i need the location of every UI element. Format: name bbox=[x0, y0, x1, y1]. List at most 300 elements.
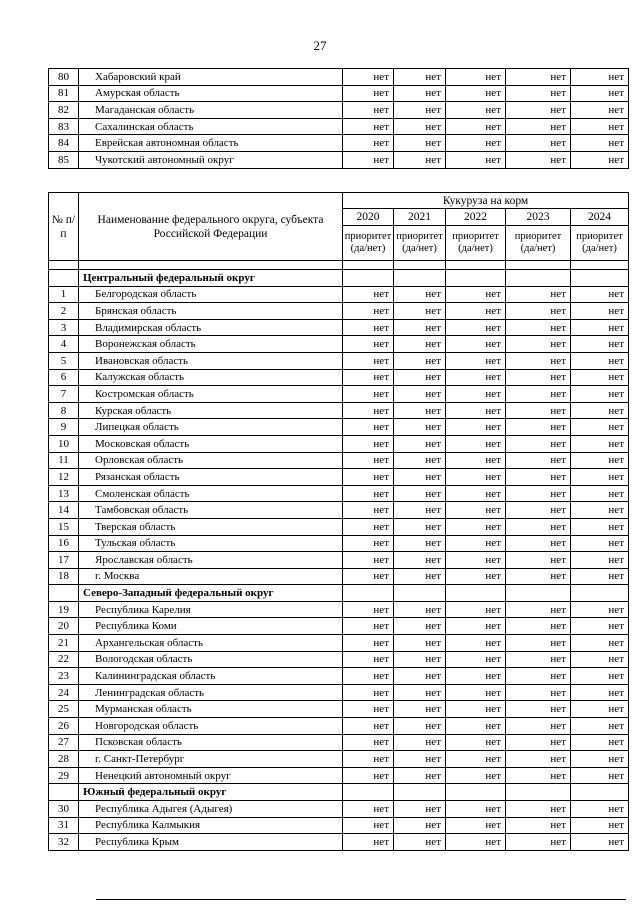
row-number: 21 bbox=[49, 635, 79, 652]
priority-value: нет bbox=[446, 518, 506, 535]
table-row bbox=[49, 435, 629, 452]
row-number: 24 bbox=[49, 684, 79, 701]
priority-value: нет bbox=[394, 601, 446, 618]
priority-value: нет bbox=[571, 336, 629, 353]
priority-value: нет bbox=[446, 502, 506, 519]
priority-value: нет bbox=[571, 568, 629, 585]
priority-value: нет bbox=[446, 452, 506, 469]
footer-divider bbox=[96, 899, 626, 900]
priority-value: нет bbox=[446, 336, 506, 353]
priority-value: нет bbox=[394, 734, 446, 751]
priority-value: нет bbox=[394, 303, 446, 320]
table-row bbox=[49, 419, 629, 436]
priority-value: нет bbox=[394, 552, 446, 569]
table-row bbox=[49, 767, 629, 784]
priority-value: нет bbox=[571, 319, 629, 336]
priority-value: нет bbox=[446, 651, 506, 668]
priority-value: нет bbox=[343, 618, 394, 635]
row-number: 2 bbox=[49, 303, 79, 320]
table-row bbox=[49, 651, 629, 668]
row-number: 83 bbox=[49, 118, 79, 135]
region-name: Курская область bbox=[79, 402, 343, 419]
region-name: Республика Адыгея (Адыгея) bbox=[79, 801, 343, 818]
priority-value: нет bbox=[394, 485, 446, 502]
priority-value: нет bbox=[446, 102, 506, 119]
priority-value: нет bbox=[394, 751, 446, 768]
priority-value: нет bbox=[394, 419, 446, 436]
priority-value: нет bbox=[571, 485, 629, 502]
priority-value: нет bbox=[571, 518, 629, 535]
priority-value: нет bbox=[571, 618, 629, 635]
district-spacer-cell bbox=[49, 784, 79, 801]
priority-value: нет bbox=[394, 801, 446, 818]
priority-value: нет bbox=[343, 469, 394, 486]
priority-value: нет bbox=[446, 734, 506, 751]
table-row bbox=[49, 102, 629, 119]
district-name: Северо-Западный федеральный округ bbox=[79, 585, 343, 602]
row-number: 19 bbox=[49, 601, 79, 618]
spacer-cell bbox=[506, 261, 571, 270]
priority-value: нет bbox=[506, 419, 571, 436]
district-row bbox=[49, 270, 629, 287]
region-name: Владимирская область bbox=[79, 319, 343, 336]
district-empty-cell bbox=[571, 585, 629, 602]
header-priority: приоритет (да/нет) bbox=[343, 226, 394, 261]
priority-value: нет bbox=[571, 817, 629, 834]
district-empty-cell bbox=[343, 270, 394, 287]
priority-value: нет bbox=[446, 419, 506, 436]
district-empty-cell bbox=[571, 784, 629, 801]
district-empty-cell bbox=[394, 585, 446, 602]
priority-value: нет bbox=[394, 336, 446, 353]
priority-value: нет bbox=[571, 601, 629, 618]
priority-value: нет bbox=[343, 319, 394, 336]
region-name: Рязанская область bbox=[79, 469, 343, 486]
priority-value: нет bbox=[506, 452, 571, 469]
row-number: 5 bbox=[49, 352, 79, 369]
header-year: 2023 bbox=[506, 209, 571, 226]
table-row bbox=[49, 535, 629, 552]
table-row bbox=[49, 135, 629, 152]
priority-value: нет bbox=[571, 767, 629, 784]
priority-value: нет bbox=[446, 817, 506, 834]
priority-value: нет bbox=[446, 303, 506, 320]
priority-value: нет bbox=[343, 718, 394, 735]
region-name: Вологодская область bbox=[79, 651, 343, 668]
district-name: Центральный федеральный округ bbox=[79, 270, 343, 287]
region-name: Ивановская область bbox=[79, 352, 343, 369]
priority-value: нет bbox=[571, 718, 629, 735]
row-number: 10 bbox=[49, 435, 79, 452]
row-number: 29 bbox=[49, 767, 79, 784]
priority-value: нет bbox=[343, 801, 394, 818]
region-name: Республика Карелия bbox=[79, 601, 343, 618]
row-number: 8 bbox=[49, 402, 79, 419]
district-row bbox=[49, 784, 629, 801]
priority-value: нет bbox=[343, 552, 394, 569]
priority-value: нет bbox=[571, 668, 629, 685]
priority-value: нет bbox=[343, 352, 394, 369]
priority-value: нет bbox=[571, 552, 629, 569]
priority-value: нет bbox=[506, 701, 571, 718]
header-priority: приоритет (да/нет) bbox=[394, 226, 446, 261]
priority-value: нет bbox=[343, 69, 394, 86]
priority-value: нет bbox=[343, 684, 394, 701]
row-number: 13 bbox=[49, 485, 79, 502]
row-number: 23 bbox=[49, 668, 79, 685]
priority-value: нет bbox=[506, 568, 571, 585]
priority-value: нет bbox=[571, 352, 629, 369]
priority-value: нет bbox=[394, 151, 446, 168]
spacer-cell bbox=[79, 261, 343, 270]
district-spacer-cell bbox=[49, 270, 79, 287]
district-spacer-cell bbox=[49, 585, 79, 602]
table-row bbox=[49, 303, 629, 320]
district-row bbox=[49, 585, 629, 602]
region-name: Липецкая область bbox=[79, 419, 343, 436]
priority-value: нет bbox=[506, 286, 571, 303]
region-name: Чукотский автономный округ bbox=[79, 151, 343, 168]
priority-value: нет bbox=[506, 684, 571, 701]
priority-value: нет bbox=[571, 118, 629, 135]
priority-value: нет bbox=[506, 485, 571, 502]
region-name: Амурская область bbox=[79, 85, 343, 102]
priority-value: нет bbox=[506, 834, 571, 851]
spacer-cell bbox=[394, 261, 446, 270]
row-number: 27 bbox=[49, 734, 79, 751]
priority-value: нет bbox=[571, 801, 629, 818]
priority-value: нет bbox=[446, 85, 506, 102]
table-row bbox=[49, 319, 629, 336]
region-name: Калужская область bbox=[79, 369, 343, 386]
priority-value: нет bbox=[571, 369, 629, 386]
priority-value: нет bbox=[506, 352, 571, 369]
priority-value: нет bbox=[394, 85, 446, 102]
continuation-table bbox=[48, 68, 629, 169]
priority-value: нет bbox=[506, 135, 571, 152]
table-row bbox=[49, 718, 629, 735]
priority-value: нет bbox=[394, 618, 446, 635]
priority-value: нет bbox=[506, 552, 571, 569]
priority-value: нет bbox=[394, 701, 446, 718]
priority-value: нет bbox=[571, 135, 629, 152]
row-number: 14 bbox=[49, 502, 79, 519]
row-number: 28 bbox=[49, 751, 79, 768]
priority-value: нет bbox=[343, 568, 394, 585]
priority-value: нет bbox=[343, 767, 394, 784]
row-number: 18 bbox=[49, 568, 79, 585]
priority-value: нет bbox=[394, 535, 446, 552]
priority-value: нет bbox=[343, 651, 394, 668]
priority-value: нет bbox=[343, 834, 394, 851]
row-number: 85 bbox=[49, 151, 79, 168]
row-number: 80 bbox=[49, 69, 79, 86]
priority-value: нет bbox=[506, 817, 571, 834]
spacer-cell bbox=[49, 261, 79, 270]
table-row bbox=[49, 452, 629, 469]
priority-value: нет bbox=[343, 369, 394, 386]
priority-value: нет bbox=[343, 386, 394, 403]
priority-value: нет bbox=[506, 85, 571, 102]
priority-value: нет bbox=[394, 386, 446, 403]
row-number: 16 bbox=[49, 535, 79, 552]
priority-value: нет bbox=[506, 369, 571, 386]
table-row bbox=[49, 635, 629, 652]
header-number: № п/п bbox=[49, 193, 79, 261]
region-name: Сахалинская область bbox=[79, 118, 343, 135]
table-row bbox=[49, 502, 629, 519]
priority-value: нет bbox=[394, 718, 446, 735]
priority-value: нет bbox=[394, 118, 446, 135]
priority-value: нет bbox=[506, 651, 571, 668]
table-row bbox=[49, 684, 629, 701]
row-number: 84 bbox=[49, 135, 79, 152]
header-row-group bbox=[49, 193, 629, 209]
region-name: Республика Калмыкия bbox=[79, 817, 343, 834]
priority-value: нет bbox=[571, 734, 629, 751]
priority-value: нет bbox=[571, 435, 629, 452]
table-row bbox=[49, 69, 629, 86]
region-name: Ленинградская область bbox=[79, 684, 343, 701]
table-row bbox=[49, 734, 629, 751]
header-priority: приоритет (да/нет) bbox=[506, 226, 571, 261]
table-row bbox=[49, 568, 629, 585]
priority-value: нет bbox=[343, 435, 394, 452]
priority-value: нет bbox=[571, 286, 629, 303]
priority-value: нет bbox=[571, 386, 629, 403]
priority-value: нет bbox=[571, 535, 629, 552]
district-name: Южный федеральный округ bbox=[79, 784, 343, 801]
priority-table bbox=[48, 192, 629, 851]
priority-value: нет bbox=[571, 635, 629, 652]
table-row bbox=[49, 601, 629, 618]
region-name: Тульская область bbox=[79, 535, 343, 552]
priority-value: нет bbox=[446, 286, 506, 303]
region-name: Тамбовская область bbox=[79, 502, 343, 519]
district-empty-cell bbox=[506, 270, 571, 287]
spacer-cell bbox=[571, 261, 629, 270]
district-empty-cell bbox=[394, 270, 446, 287]
priority-value: нет bbox=[446, 535, 506, 552]
row-number: 81 bbox=[49, 85, 79, 102]
region-name: Орловская область bbox=[79, 452, 343, 469]
row-number: 20 bbox=[49, 618, 79, 635]
priority-value: нет bbox=[506, 386, 571, 403]
priority-value: нет bbox=[343, 303, 394, 320]
priority-value: нет bbox=[446, 469, 506, 486]
district-empty-cell bbox=[446, 270, 506, 287]
priority-value: нет bbox=[506, 336, 571, 353]
table-row bbox=[49, 552, 629, 569]
region-name: Тверская область bbox=[79, 518, 343, 535]
priority-value: нет bbox=[446, 684, 506, 701]
priority-value: нет bbox=[506, 635, 571, 652]
priority-value: нет bbox=[446, 767, 506, 784]
row-number: 15 bbox=[49, 518, 79, 535]
header-year: 2021 bbox=[394, 209, 446, 226]
priority-value: нет bbox=[506, 118, 571, 135]
priority-value: нет bbox=[571, 69, 629, 86]
priority-value: нет bbox=[446, 135, 506, 152]
row-number: 26 bbox=[49, 718, 79, 735]
priority-value: нет bbox=[343, 502, 394, 519]
priority-value: нет bbox=[343, 85, 394, 102]
priority-value: нет bbox=[394, 635, 446, 652]
priority-value: нет bbox=[343, 452, 394, 469]
header-year: 2020 bbox=[343, 209, 394, 226]
priority-value: нет bbox=[394, 767, 446, 784]
priority-value: нет bbox=[506, 319, 571, 336]
priority-value: нет bbox=[506, 601, 571, 618]
priority-value: нет bbox=[446, 801, 506, 818]
page-number: 27 bbox=[313, 38, 327, 53]
table-row bbox=[49, 286, 629, 303]
priority-value: нет bbox=[506, 718, 571, 735]
table-row bbox=[49, 402, 629, 419]
table-row bbox=[49, 352, 629, 369]
row-number: 25 bbox=[49, 701, 79, 718]
region-name: Белгородская область bbox=[79, 286, 343, 303]
priority-value: нет bbox=[446, 319, 506, 336]
priority-value: нет bbox=[446, 435, 506, 452]
row-number: 31 bbox=[49, 817, 79, 834]
priority-value: нет bbox=[571, 419, 629, 436]
table-row bbox=[49, 85, 629, 102]
priority-value: нет bbox=[343, 151, 394, 168]
priority-value: нет bbox=[506, 303, 571, 320]
header-crop-group: Кукуруза на корм bbox=[343, 193, 629, 209]
priority-value: нет bbox=[394, 402, 446, 419]
priority-value: нет bbox=[394, 568, 446, 585]
priority-value: нет bbox=[394, 135, 446, 152]
region-name: Брянская область bbox=[79, 303, 343, 320]
header-year: 2024 bbox=[571, 209, 629, 226]
spacer-cell bbox=[446, 261, 506, 270]
priority-value: нет bbox=[446, 369, 506, 386]
table-row bbox=[49, 369, 629, 386]
region-name: Еврейская автономная область bbox=[79, 135, 343, 152]
priority-value: нет bbox=[571, 684, 629, 701]
priority-value: нет bbox=[446, 668, 506, 685]
table-row bbox=[49, 518, 629, 535]
priority-value: нет bbox=[343, 734, 394, 751]
region-name: Архангельская область bbox=[79, 635, 343, 652]
priority-value: нет bbox=[446, 485, 506, 502]
region-name: Ненецкий автономный округ bbox=[79, 767, 343, 784]
priority-value: нет bbox=[446, 352, 506, 369]
header-priority: приоритет (да/нет) bbox=[571, 226, 629, 261]
priority-value: нет bbox=[446, 635, 506, 652]
header-region-name: Наименование федерального округа, субъекта Российской Федерации bbox=[79, 193, 343, 261]
table-row bbox=[49, 701, 629, 718]
priority-value: нет bbox=[343, 518, 394, 535]
priority-value: нет bbox=[394, 102, 446, 119]
priority-value: нет bbox=[571, 834, 629, 851]
priority-value: нет bbox=[394, 518, 446, 535]
table-row bbox=[49, 834, 629, 851]
priority-value: нет bbox=[506, 751, 571, 768]
priority-value: нет bbox=[394, 668, 446, 685]
table-row bbox=[49, 469, 629, 486]
priority-value: нет bbox=[343, 286, 394, 303]
row-number: 7 bbox=[49, 386, 79, 403]
region-name: г. Санкт-Петербург bbox=[79, 751, 343, 768]
row-number: 30 bbox=[49, 801, 79, 818]
priority-value: нет bbox=[506, 767, 571, 784]
district-empty-cell bbox=[343, 585, 394, 602]
district-empty-cell bbox=[571, 270, 629, 287]
region-name: Республика Крым bbox=[79, 834, 343, 851]
priority-value: нет bbox=[343, 817, 394, 834]
priority-value: нет bbox=[506, 618, 571, 635]
priority-value: нет bbox=[343, 419, 394, 436]
priority-value: нет bbox=[343, 635, 394, 652]
priority-value: нет bbox=[394, 352, 446, 369]
table-row bbox=[49, 386, 629, 403]
district-empty-cell bbox=[446, 585, 506, 602]
region-name: Мурманская область bbox=[79, 701, 343, 718]
row-number: 12 bbox=[49, 469, 79, 486]
priority-value: нет bbox=[571, 469, 629, 486]
header-year: 2022 bbox=[446, 209, 506, 226]
row-number: 32 bbox=[49, 834, 79, 851]
priority-value: нет bbox=[446, 552, 506, 569]
row-number: 22 bbox=[49, 651, 79, 668]
priority-value: нет bbox=[394, 369, 446, 386]
table-row bbox=[49, 485, 629, 502]
region-name: Республика Коми bbox=[79, 618, 343, 635]
row-number: 11 bbox=[49, 452, 79, 469]
priority-value: нет bbox=[506, 668, 571, 685]
priority-value: нет bbox=[343, 118, 394, 135]
region-name: Костромская область bbox=[79, 386, 343, 403]
priority-value: нет bbox=[506, 734, 571, 751]
table-row bbox=[49, 801, 629, 818]
priority-value: нет bbox=[446, 69, 506, 86]
district-empty-cell bbox=[394, 784, 446, 801]
priority-value: нет bbox=[394, 834, 446, 851]
priority-value: нет bbox=[394, 319, 446, 336]
priority-value: нет bbox=[343, 535, 394, 552]
priority-value: нет bbox=[394, 452, 446, 469]
region-name: Псковская область bbox=[79, 734, 343, 751]
region-name: Воронежская область bbox=[79, 336, 343, 353]
region-name: г. Москва bbox=[79, 568, 343, 585]
priority-value: нет bbox=[506, 502, 571, 519]
priority-value: нет bbox=[571, 102, 629, 119]
region-name: Новгородская область bbox=[79, 718, 343, 735]
priority-value: нет bbox=[571, 151, 629, 168]
priority-value: нет bbox=[506, 151, 571, 168]
priority-value: нет bbox=[394, 435, 446, 452]
priority-value: нет bbox=[446, 718, 506, 735]
priority-value: нет bbox=[394, 651, 446, 668]
row-number: 17 bbox=[49, 552, 79, 569]
header-priority: приоритет (да/нет) bbox=[446, 226, 506, 261]
region-name: Хабаровский край bbox=[79, 69, 343, 86]
row-number: 82 bbox=[49, 102, 79, 119]
priority-value: нет bbox=[343, 102, 394, 119]
priority-value: нет bbox=[571, 701, 629, 718]
priority-value: нет bbox=[394, 684, 446, 701]
priority-value: нет bbox=[446, 118, 506, 135]
priority-value: нет bbox=[446, 151, 506, 168]
region-name: Ярославская область bbox=[79, 552, 343, 569]
priority-value: нет bbox=[446, 402, 506, 419]
spacer-cell bbox=[343, 261, 394, 270]
row-number: 4 bbox=[49, 336, 79, 353]
table-row bbox=[49, 151, 629, 168]
